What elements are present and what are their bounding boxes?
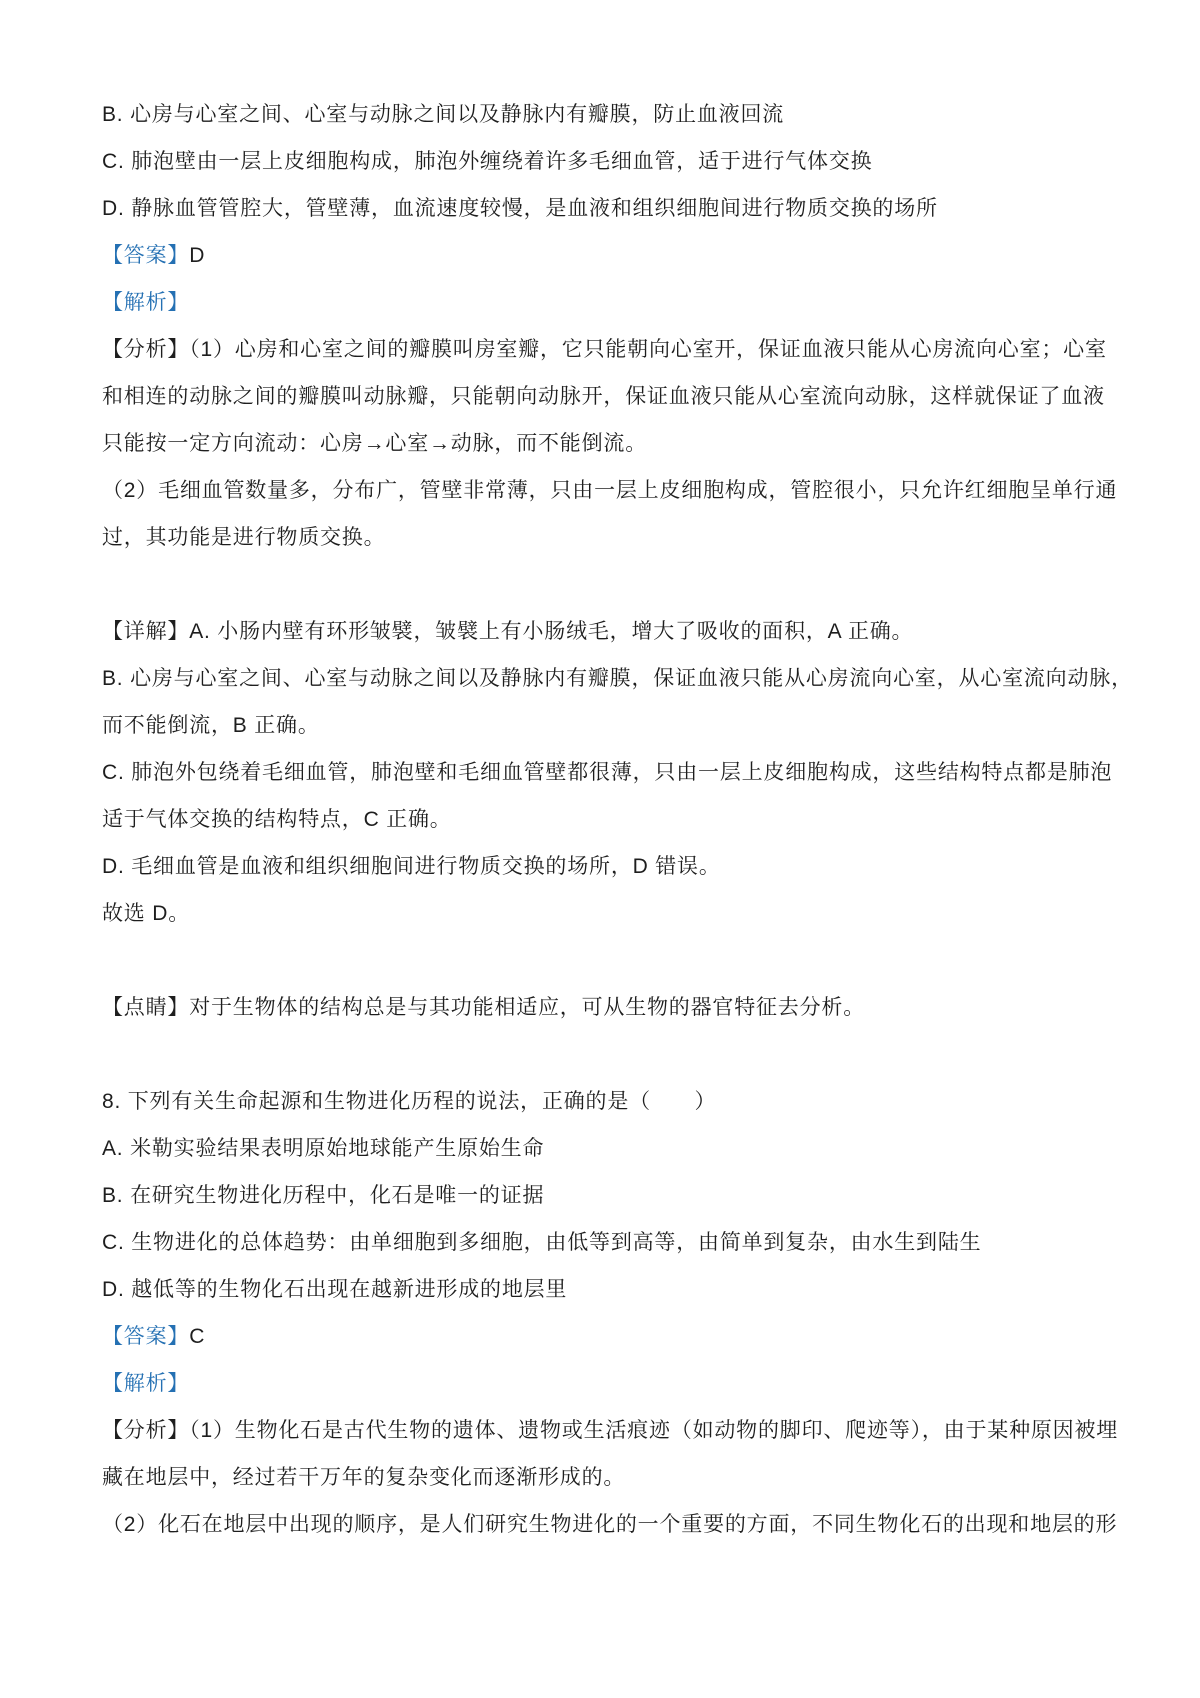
body-text: C. 肺泡外包绕着毛细血管，肺泡壁和毛细血管壁都很薄，只由一层上皮细胞构成，这些结构特点都是肺泡 xyxy=(102,761,1113,784)
option-text: C. 肺泡壁由一层上皮细胞构成，肺泡外缠绕着许多毛细血管，适于进行气体交换 xyxy=(102,150,873,173)
option-text: D. 越低等的生物化石出现在越新进形成的地层里 xyxy=(102,1278,568,1301)
analysis-label: 【解析】 xyxy=(102,1372,190,1395)
answer-value: D xyxy=(189,244,206,267)
body-text: 而不能倒流，B 正确。 xyxy=(102,714,320,737)
q7-fenxi-line-1 xyxy=(102,326,1112,373)
document-content xyxy=(102,91,1133,1548)
q7-option-c xyxy=(102,138,1112,185)
option-text: D. 静脉血管管腔大，管壁薄，血流速度较慢，是血液和组织细胞间进行物质交换的场所 xyxy=(102,197,938,220)
q8-option-a xyxy=(102,1125,1112,1172)
q7-analysis-heading xyxy=(102,279,1112,326)
option-text: B. 在研究生物进化历程中，化石是唯一的证据 xyxy=(102,1184,545,1207)
body-text: 【分析】（1）心房和心室之间的瓣膜叫房室瓣，它只能朝向心室开，保证血液只能从心房流向心室；心室 xyxy=(102,338,1107,361)
q8-option-c xyxy=(102,1219,1112,1266)
q8-fenxi-line-1 xyxy=(102,1407,1119,1454)
q7-option-b xyxy=(102,91,1112,138)
answer-label: 【答案】 xyxy=(102,244,190,267)
q8-option-d xyxy=(102,1266,1112,1313)
q7-xiangjie-line-3 xyxy=(102,702,1112,749)
q7-dianjing xyxy=(102,984,1112,1031)
body-text: B. 心房与心室之间、心室与动脉之间以及静脉内有瓣膜，保证血液只能从心房流向心室，从心室流向动脉， xyxy=(102,667,1133,690)
body-text: D. 毛细血管是血液和组织细胞间进行物质交换的场所，D 错误。 xyxy=(102,855,721,878)
body-text: （2）毛细血管数量多，分布广，管壁非常薄，只由一层上皮细胞构成，管腔很小，只允许红细胞呈单行通 xyxy=(102,479,1118,502)
q8-analysis-heading xyxy=(102,1360,1112,1407)
body-text: 过，其功能是进行物质交换。 xyxy=(102,526,386,549)
q7-xiangjie-line-5 xyxy=(102,796,1112,843)
blank-line xyxy=(102,1031,1112,1078)
option-text: B. 心房与心室之间、心室与动脉之间以及静脉内有瓣膜，防止血液回流 xyxy=(102,103,785,126)
q7-fenxi-line-3 xyxy=(102,420,1112,467)
q7-fenxi-line-2 xyxy=(102,373,1112,420)
answer-label: 【答案】 xyxy=(102,1325,190,1348)
q7-xiangjie-line-2 xyxy=(102,655,1133,702)
q7-fenxi-line-4 xyxy=(102,467,1118,514)
body-text: 【点睛】对于生物体的结构总是与其功能相适应，可从生物的器官特征去分析。 xyxy=(102,996,865,1019)
blank-line xyxy=(102,937,1112,984)
blank-line xyxy=(102,561,1112,608)
q7-xiangjie-line-1 xyxy=(102,608,1112,655)
q7-option-d xyxy=(102,185,1112,232)
q7-fenxi-line-5 xyxy=(102,514,1112,561)
q7-conclusion xyxy=(102,890,1112,937)
body-text: 【分析】（1）生物化石是古代生物的遗体、遗物或生活痕迹（如动物的脚印、爬迹等），由于某种原因被埋 xyxy=(102,1419,1119,1442)
body-text: 适于气体交换的结构特点，C 正确。 xyxy=(102,808,452,831)
q8-option-b xyxy=(102,1172,1112,1219)
q7-xiangjie-line-4 xyxy=(102,749,1112,796)
q8-fenxi-line-2 xyxy=(102,1454,1112,1501)
body-text: 故选 D。 xyxy=(102,902,190,925)
q7-answer-line xyxy=(102,232,1112,279)
body-text: 只能按一定方向流动：心房→心室→动脉，而不能倒流。 xyxy=(102,432,647,455)
answer-value: C xyxy=(189,1325,206,1348)
body-text: （2）化石在地层中出现的顺序，是人们研究生物进化的一个重要的方面，不同生物化石的出现和地层的形 xyxy=(102,1513,1118,1536)
q7-xiangjie-line-6 xyxy=(102,843,1112,890)
q8-answer-line xyxy=(102,1313,1112,1360)
q8-stem xyxy=(102,1078,1112,1125)
analysis-label: 【解析】 xyxy=(102,291,190,314)
option-text: A. 米勒实验结果表明原始地球能产生原始生命 xyxy=(102,1137,545,1160)
option-text: C. 生物进化的总体趋势：由单细胞到多细胞，由低等到高等，由简单到复杂，由水生到陆生 xyxy=(102,1231,982,1254)
question-text: 8. 下列有关生命起源和生物进化历程的说法，正确的是（ ） xyxy=(102,1090,717,1113)
body-text: 和相连的动脉之间的瓣膜叫动脉瓣，只能朝向动脉开，保证血液只能从心室流向动脉，这样就保证了血液 xyxy=(102,385,1105,408)
q8-fenxi-line-3 xyxy=(102,1501,1118,1548)
body-text: 藏在地层中，经过若干万年的复杂变化而逐渐形成的。 xyxy=(102,1466,626,1489)
body-text: 【详解】A. 小肠内壁有环形皱襞，皱襞上有小肠绒毛，增大了吸收的面积，A 正确。 xyxy=(102,620,914,643)
